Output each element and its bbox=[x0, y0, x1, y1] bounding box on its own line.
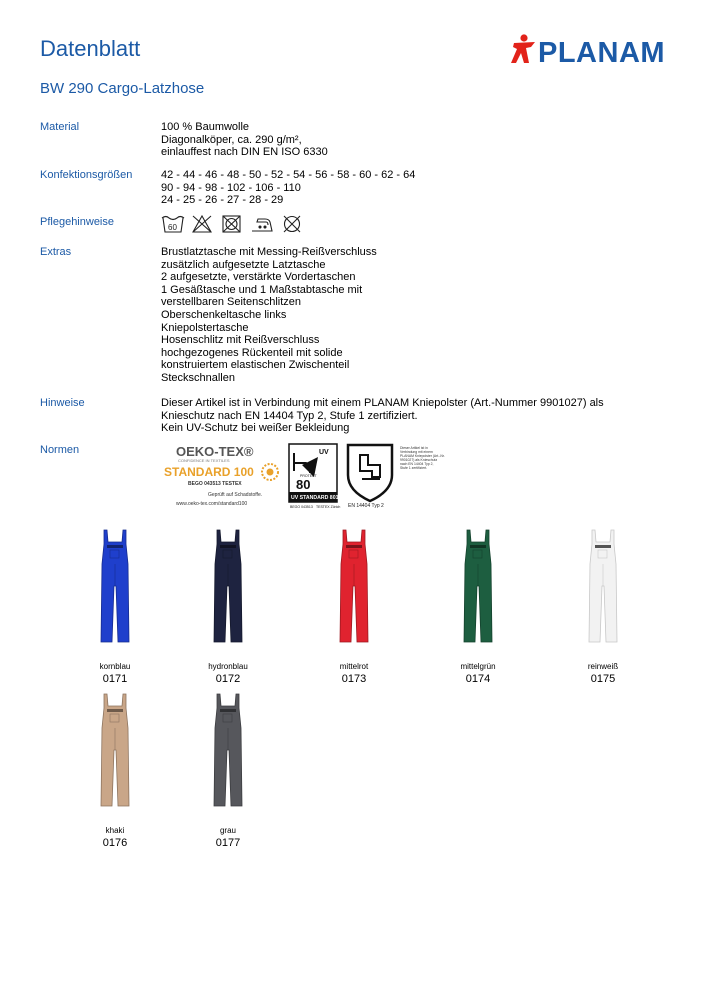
svg-text:PROTECT: PROTECT bbox=[300, 474, 317, 478]
spec-line: 100 % Baumwolle bbox=[161, 121, 250, 133]
color-code: 0175 bbox=[590, 673, 616, 685]
planam-figure-icon bbox=[511, 34, 535, 63]
svg-text:STANDARD 100: STANDARD 100 bbox=[164, 465, 254, 479]
spec-line: Hosenschlitz mit Reißverschluss bbox=[161, 334, 320, 347]
svg-text:BEGO 043513: BEGO 043513 bbox=[290, 505, 313, 509]
spec-label: Pflegehinweise bbox=[40, 216, 114, 228]
color-code: 0176 bbox=[102, 837, 128, 849]
overall-image bbox=[583, 528, 623, 644]
certification-logos bbox=[160, 443, 460, 515]
svg-text:Stufe 1 zertifiziert.: Stufe 1 zertifiziert. bbox=[400, 466, 428, 470]
spec-line: Kniepolstertasche bbox=[161, 321, 249, 334]
color-variant bbox=[168, 528, 288, 685]
color-name: grau bbox=[219, 826, 236, 835]
spec-label: Normen bbox=[40, 444, 80, 456]
en-14404-shield-logo bbox=[348, 445, 392, 509]
spec-line: Steckschnallen bbox=[161, 371, 235, 384]
svg-text:nach EN 14404 Typ 2,: nach EN 14404 Typ 2, bbox=[400, 462, 434, 466]
color-code: 0174 bbox=[465, 673, 491, 685]
color-name: hydronblau bbox=[208, 662, 248, 671]
spec-line: Kein UV-Schutz bei weißer Bekleidung bbox=[161, 422, 350, 435]
iron-two-dots-icon bbox=[252, 219, 272, 231]
svg-text:www.oeko-tex.com/standard100: www.oeko-tex.com/standard100 bbox=[176, 501, 248, 507]
svg-text:EN 14404 Typ 2: EN 14404 Typ 2 bbox=[348, 503, 384, 509]
overall-image bbox=[458, 528, 498, 644]
product-name: BW 290 Cargo-Latzhose bbox=[40, 80, 205, 97]
color-name: khaki bbox=[105, 826, 125, 835]
spec-line: 1 Gesäßtasche und 1 Maßstabtasche mit bbox=[161, 283, 363, 296]
svg-text:TESTEX Zürich: TESTEX Zürich bbox=[316, 505, 341, 509]
overall-image bbox=[208, 692, 248, 808]
spec-line: Knieschutz nach EN 14404 Typ 2, Stufe 1 zertifiziert. bbox=[161, 409, 418, 422]
color-name: kornblau bbox=[99, 662, 131, 671]
color-name: reinweiß bbox=[587, 662, 619, 671]
spec-line: 2 aufgesetzte, verstärkte Vordertaschen bbox=[161, 271, 356, 284]
color-variant bbox=[55, 528, 175, 685]
color-code: 0172 bbox=[215, 673, 241, 685]
svg-text:UV STANDARD 801: UV STANDARD 801 bbox=[291, 495, 339, 501]
spec-value bbox=[161, 246, 661, 385]
spec-line: konstruiertem elastischen Zwischenteil bbox=[161, 359, 350, 372]
svg-text:9901027) als Knieschutz: 9901027) als Knieschutz bbox=[400, 458, 438, 462]
spec-line: 42 - 44 - 46 - 48 - 50 - 52 - 54 - 56 - 58 - 60 - 62 - 64 bbox=[161, 169, 416, 181]
no-tumble-dry-icon bbox=[223, 216, 240, 232]
svg-text:CONFIDENCE IN TEXTILES: CONFIDENCE IN TEXTILES bbox=[178, 458, 230, 463]
spec-value bbox=[161, 169, 661, 207]
color-name: mittelrot bbox=[339, 662, 369, 671]
page-title: Datenblatt bbox=[40, 36, 141, 61]
svg-text:OEKO-TEX®: OEKO-TEX® bbox=[176, 444, 254, 459]
spec-line: 90 - 94 - 98 - 102 - 106 - 110 bbox=[161, 181, 301, 194]
color-code: 0177 bbox=[215, 837, 241, 849]
en-14404-note bbox=[400, 446, 445, 470]
color-variant bbox=[543, 528, 663, 685]
spec-line: hochgezogenes Rückenteil mit solide bbox=[161, 346, 343, 359]
color-variant bbox=[294, 528, 414, 685]
spec-line: einlauffest nach DIN EN ISO 6330 bbox=[161, 146, 328, 159]
care-symbols bbox=[161, 213, 321, 235]
svg-text:BEGO 043513 TESTEX: BEGO 043513 TESTEX bbox=[188, 481, 242, 487]
planam-logo bbox=[511, 33, 671, 67]
svg-text:80: 80 bbox=[296, 477, 311, 492]
color-code: 0171 bbox=[102, 673, 128, 685]
no-bleach-icon bbox=[193, 216, 211, 232]
logo-wordmark: PLANAM bbox=[538, 37, 666, 67]
color-name: mittelgrün bbox=[460, 662, 496, 671]
svg-text:Dieser Artikel ist in: Dieser Artikel ist in bbox=[400, 446, 428, 450]
oeko-tex-logo bbox=[164, 444, 278, 507]
color-code: 0173 bbox=[341, 673, 367, 685]
spec-value bbox=[161, 397, 661, 435]
no-dry-clean-icon bbox=[284, 216, 300, 232]
oeko-flower-icon bbox=[262, 464, 278, 480]
spec-line: Oberschenkeltasche links bbox=[161, 308, 287, 321]
spec-value bbox=[161, 121, 661, 159]
overall-image bbox=[95, 528, 135, 644]
spec-label: Konfektionsgrößen bbox=[40, 169, 133, 181]
color-variant bbox=[168, 692, 288, 849]
svg-text:Verbindung mit einem: Verbindung mit einem bbox=[400, 450, 433, 454]
uv-standard-801-logo bbox=[289, 444, 340, 509]
spec-line: Brustlatztasche mit Messing-Reißverschluss bbox=[161, 246, 377, 258]
spec-line: verstellbaren Seitenschlitzen bbox=[161, 296, 302, 309]
color-variant bbox=[55, 692, 175, 849]
spec-line: Dieser Artikel ist in Verbindung mit einem PLANAM Kniepolster (Art.-Nummer 9901027) als bbox=[161, 397, 604, 409]
svg-text:UV: UV bbox=[319, 449, 329, 456]
spec-line: zusätzlich aufgesetzte Latztasche bbox=[161, 258, 326, 271]
spec-line: 24 - 25 - 26 - 27 - 28 - 29 bbox=[161, 194, 284, 207]
spec-label: Hinweise bbox=[40, 397, 85, 409]
color-variant bbox=[418, 528, 538, 685]
spec-line: Diagonalköper, ca. 290 g/m², bbox=[161, 133, 302, 146]
overall-image bbox=[95, 692, 135, 808]
svg-text:PLANAM Kniepolster (Art.-Nr.: PLANAM Kniepolster (Art.-Nr. bbox=[400, 454, 445, 458]
overall-image bbox=[208, 528, 248, 644]
spec-label: Material bbox=[40, 121, 80, 133]
svg-text:Geprüft auf Schadstoffe.: Geprüft auf Schadstoffe. bbox=[208, 492, 263, 498]
svg-text:60: 60 bbox=[168, 223, 177, 232]
wash-60-icon bbox=[162, 217, 184, 233]
overall-image bbox=[334, 528, 374, 644]
spec-label: Extras bbox=[40, 246, 72, 258]
